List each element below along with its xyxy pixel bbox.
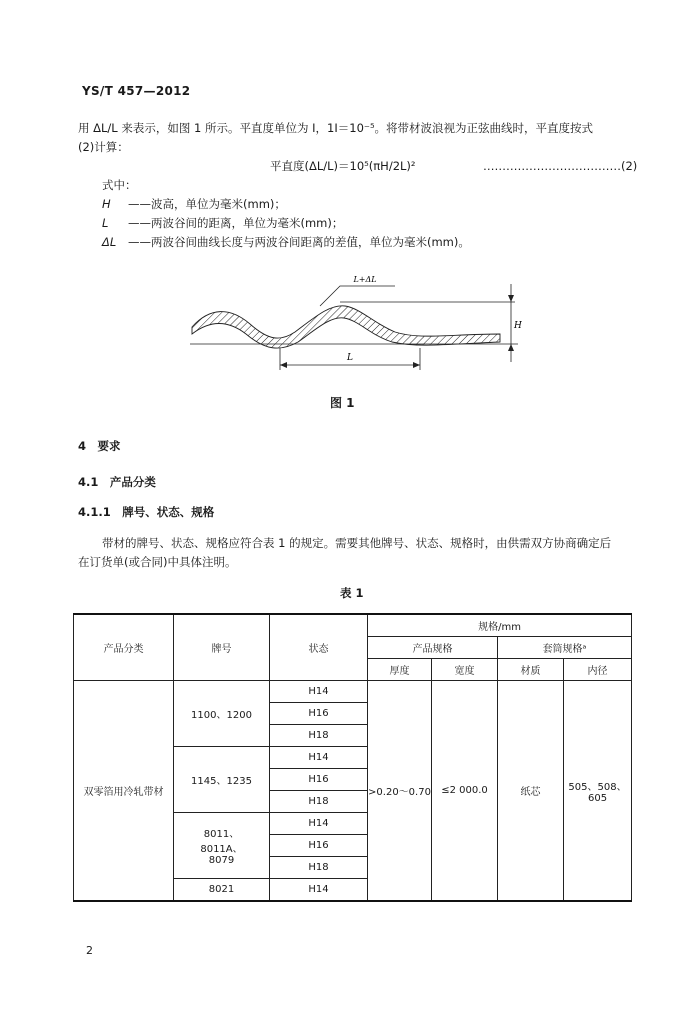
header-sleeve-spec: 套筒规格ᵃ — [498, 637, 632, 659]
grade-cell: 8021 — [174, 879, 270, 902]
state-cell: H16 — [270, 835, 368, 857]
def-text-l: ——两波谷间的距离，单位为毫米(mm)； — [128, 216, 344, 230]
header-inner-diameter: 内径 — [564, 659, 632, 681]
body-line-1: 带材的牌号、状态、规格应符合表 1 的规定。需要其他牌号、状态、规格时，由供需双方协商确定后 — [102, 536, 612, 550]
header-spec: 规格/mm — [368, 614, 632, 637]
wave-strip — [192, 306, 500, 348]
header-grade: 牌号 — [174, 614, 270, 681]
wave-diagram — [180, 262, 520, 382]
grade-cell: 1100、1200 — [174, 681, 270, 747]
section-4-1-1-heading: 4.1.1 牌号、状态、规格 — [78, 505, 215, 519]
state-cell: H18 — [270, 857, 368, 879]
label-h: H — [514, 321, 522, 331]
header-thickness: 厚度 — [368, 659, 432, 681]
label-l: L — [347, 353, 353, 363]
doc-code: YS/T 457—2012 — [82, 84, 191, 98]
table-title: 表 1 — [340, 586, 364, 600]
def-symbol-l: L — [102, 216, 109, 230]
header-width: 宽度 — [432, 659, 498, 681]
definitions-title: 式中： — [102, 178, 137, 192]
state-cell: H16 — [270, 703, 368, 725]
def-text-dl: ——两波谷间曲线长度与两波谷间距离的差值，单位为毫米(mm)。 — [128, 235, 470, 249]
thickness-cell: >0.20～0.70 — [368, 681, 432, 902]
flatness-equation: 平直度(ΔL/L)＝10⁵(πH/2L)² — [270, 159, 416, 173]
diameter-cell: 505、508、605 — [564, 681, 632, 902]
body-line-2: 在订货单(或合同)中具体注明。 — [78, 555, 237, 569]
state-cell: H14 — [270, 747, 368, 769]
length-leader — [320, 286, 395, 306]
intro-line-1: 用 ΔL/L 来表示，如图 1 所示。平直度单位为 I，1I＝10⁻⁵。将带材波浪视为正弦曲线时，平直度按式 — [78, 121, 594, 135]
def-text-h: ——波高，单位为毫米(mm)； — [128, 197, 286, 211]
state-cell: H14 — [270, 879, 368, 902]
state-cell: H14 — [270, 813, 368, 835]
def-symbol-dl: ΔL — [102, 235, 117, 249]
spec-table — [73, 613, 632, 902]
grade-cell: 1145、1235 — [174, 747, 270, 813]
section-4-heading: 4 要求 — [78, 439, 121, 453]
label-l-plus-dl: L+ΔL — [353, 275, 377, 284]
equation-number: ………………………………(2) — [483, 159, 638, 173]
intro-line-2: (2)计算： — [78, 140, 129, 154]
state-cell: H18 — [270, 791, 368, 813]
def-symbol-h: H — [102, 197, 111, 211]
page-number: 2 — [86, 944, 93, 957]
header-category: 产品分类 — [74, 614, 174, 681]
wave-figure — [180, 262, 520, 382]
width-cell: ≤2 000.0 — [432, 681, 498, 902]
category-cell: 双零箔用冷轧带材 — [74, 681, 174, 902]
state-cell: H14 — [270, 681, 368, 703]
state-cell: H18 — [270, 725, 368, 747]
header-product-spec: 产品规格 — [368, 637, 498, 659]
header-material: 材质 — [498, 659, 564, 681]
grade-cell: 8011、8011A、8079 — [174, 813, 270, 879]
state-cell: H16 — [270, 769, 368, 791]
figure-caption: 图 1 — [330, 396, 355, 410]
section-4-1-heading: 4.1 产品分类 — [78, 475, 156, 489]
header-state: 状态 — [270, 614, 368, 681]
material-cell: 纸芯 — [498, 681, 564, 902]
